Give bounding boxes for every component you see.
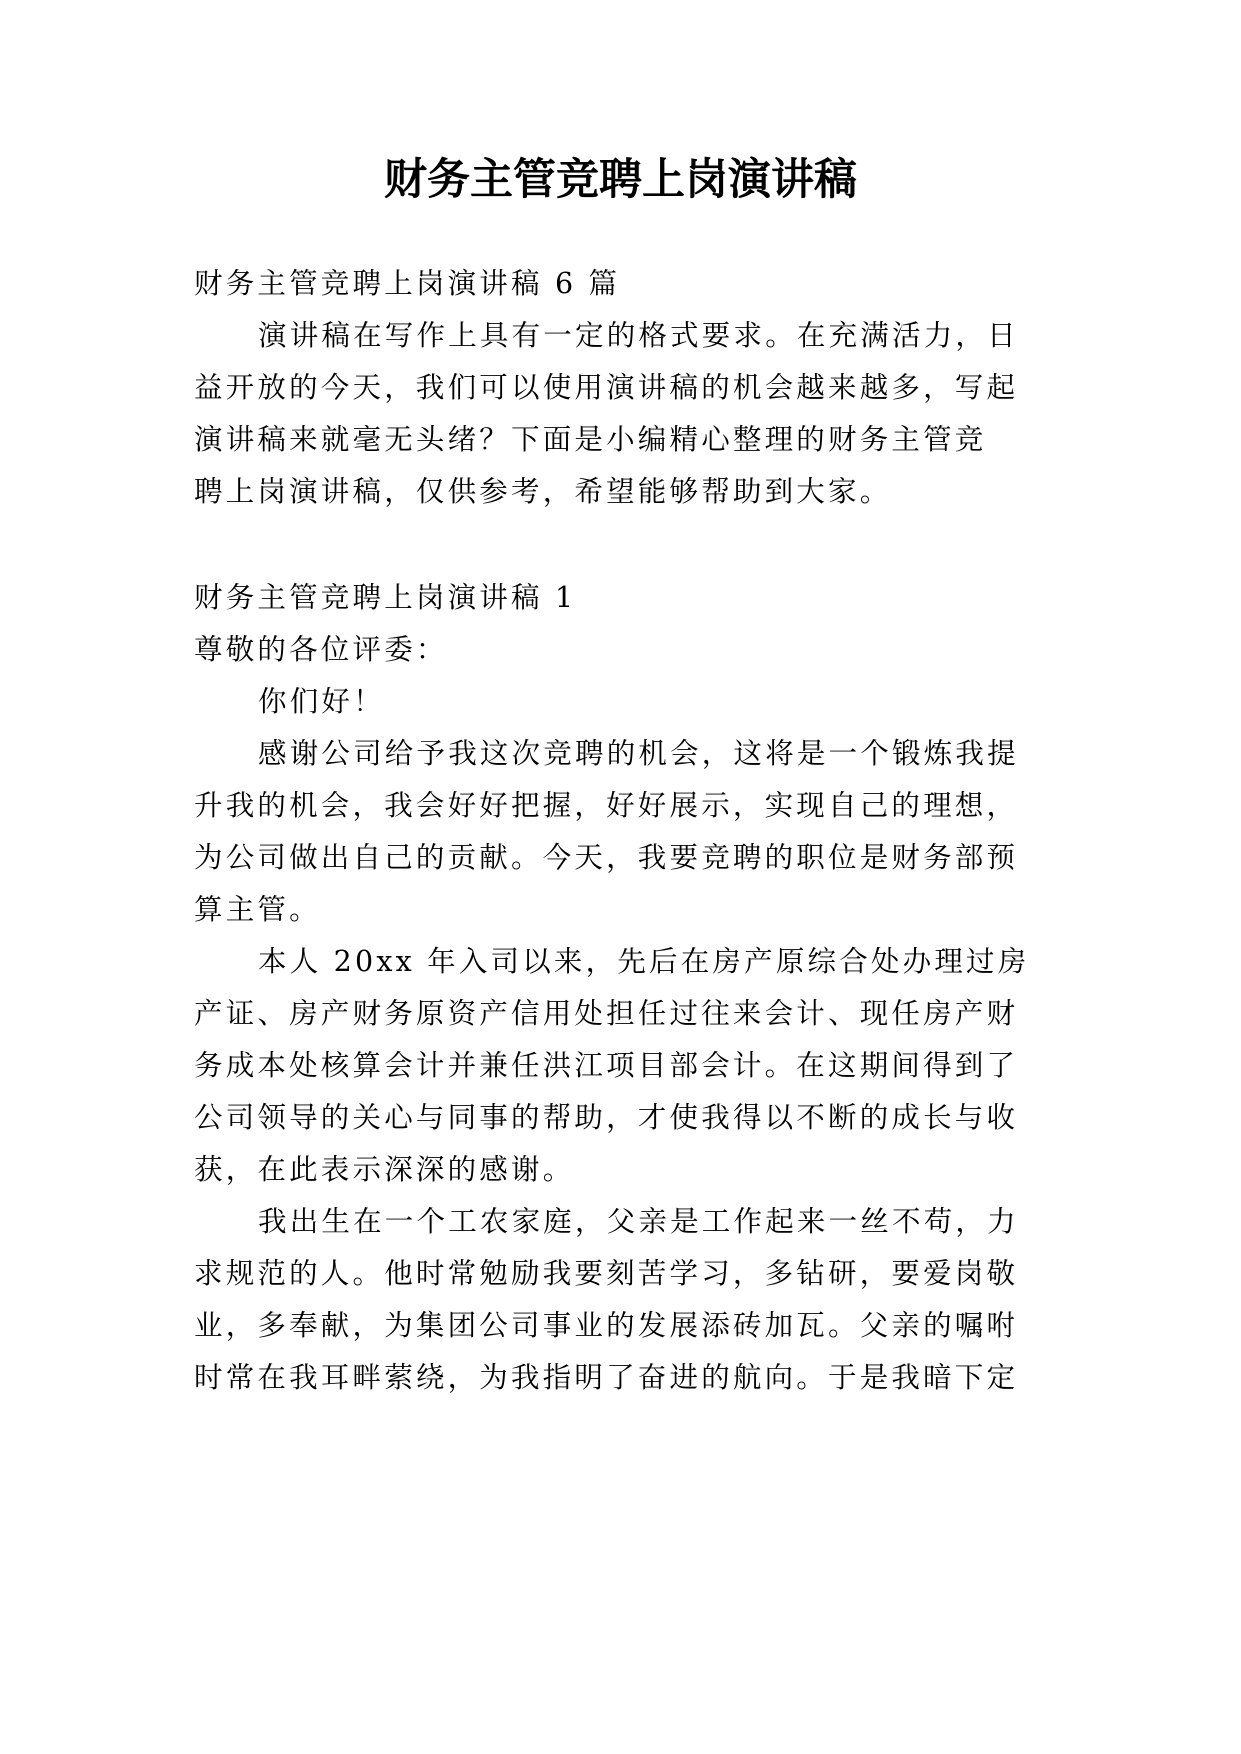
salutation-line: 尊敬的各位评委： [194,633,448,666]
paragraph-line: 公司领导的关心与同事的帮助，才使我得以不断的成长与收 [194,1101,1019,1134]
paragraph-line: 益开放的今天，我们可以使用演讲稿的机会越来越多，写起 [194,371,1019,404]
paragraph-line: 为公司做出自己的贡献。今天，我要竞聘的职位是财务部预 [194,841,1019,874]
paragraph-line: 务成本处核算会计并兼任洪江项目部会计。在这期间得到了 [194,1049,1019,1082]
paragraph-line: 我出生在一个工农家庭，父亲是工作起来一丝不苟，力 [258,1205,1019,1238]
paragraph-line: 产证、房产财务原资产信用处担任过往来会计、现任房产财 [194,997,1019,1030]
paragraph-line: 演讲稿在写作上具有一定的格式要求。在充满活力，日 [258,319,1019,352]
paragraph-line: 本人 20xx 年入司以来，先后在房产原综合处办理过房 [258,945,1030,978]
paragraph-line: 聘上岗演讲稿，仅供参考，希望能够帮助到大家。 [194,475,892,508]
document-title: 财务主管竞聘上岗演讲稿 [384,155,857,205]
paragraph-line: 算主管。 [194,893,321,926]
subtitle-line: 财务主管竞聘上岗演讲稿 6 篇 [194,267,621,300]
greeting-line: 你们好！ [258,685,385,718]
paragraph-line: 感谢公司给予我这次竞聘的机会，这将是一个锻炼我提 [258,737,1019,770]
paragraph-line: 业，多奉献，为集团公司事业的发展添砖加瓦。父亲的嘱咐 [194,1309,1019,1342]
paragraph-line: 升我的机会，我会好好把握，好好展示，实现自己的理想， [194,789,1019,822]
paragraph-line: 时常在我耳畔萦绕，为我指明了奋进的航向。于是我暗下定 [194,1361,1019,1394]
paragraph-line: 求规范的人。他时常勉励我要刻苦学习，多钻研，要爱岗敬 [194,1257,1019,1290]
paragraph-line: 获，在此表示深深的感谢。 [194,1153,575,1186]
paragraph-line: 演讲稿来就毫无头绪？下面是小编精心整理的财务主管竞 [194,423,987,456]
section-heading: 财务主管竞聘上岗演讲稿 1 [194,581,577,614]
